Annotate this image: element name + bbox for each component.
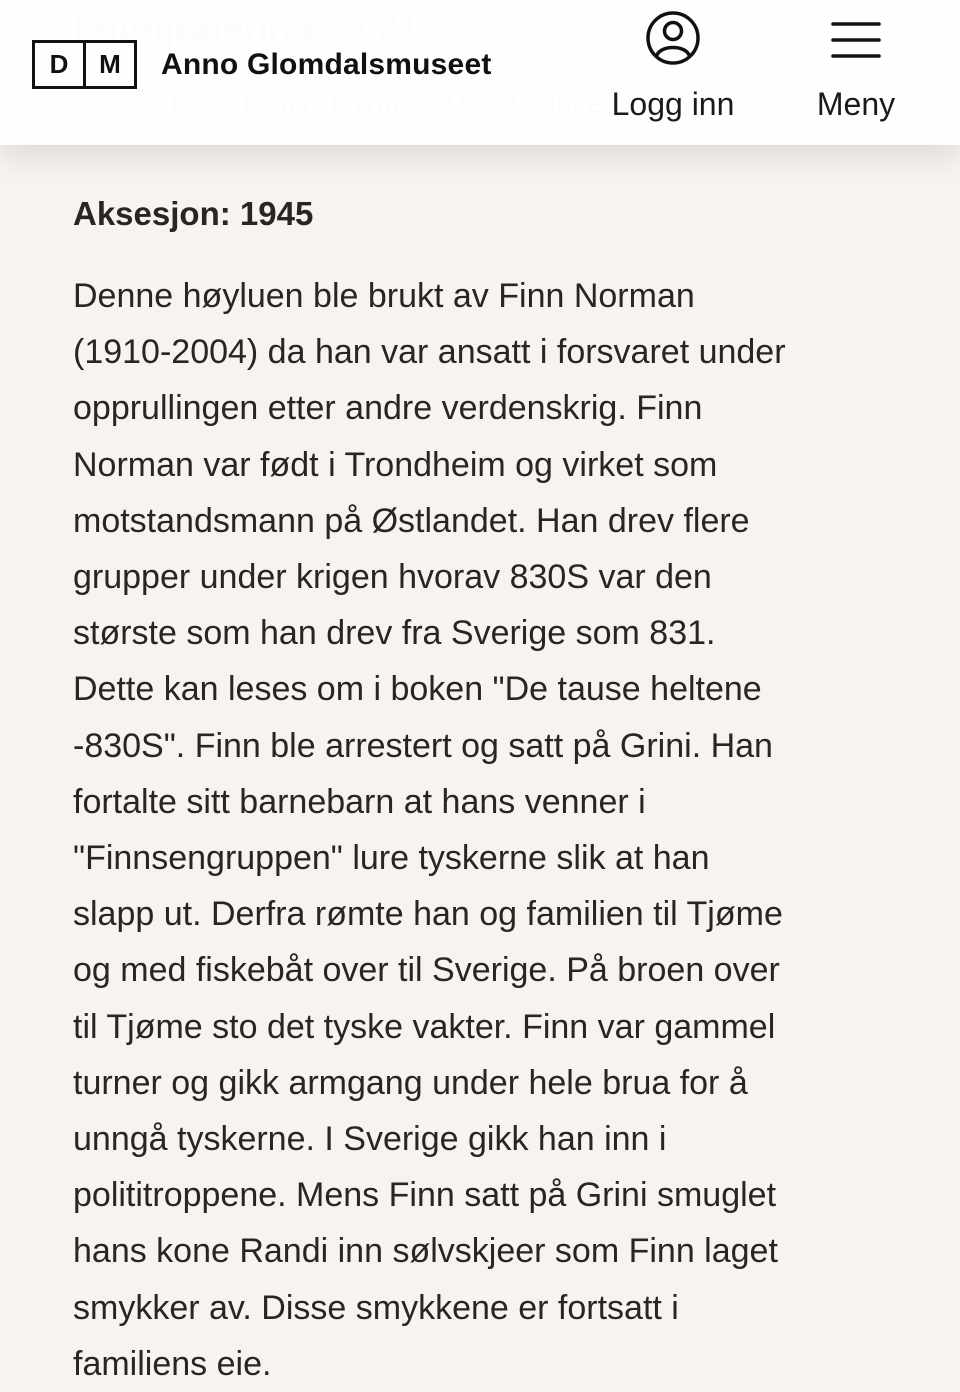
site-name: Anno Glomdalsmuseet xyxy=(161,47,492,81)
menu-label: Meny xyxy=(816,86,896,122)
description-line: (1910-2004) da han var ansatt i forsvaret under xyxy=(73,333,786,372)
menu-button[interactable] xyxy=(800,10,912,135)
site-logo-link[interactable] xyxy=(32,40,492,89)
description-line: polititroppene. Mens Finn satt på Grini smuglet xyxy=(73,1176,777,1215)
description-line: opprullingen etter andre verdenskrig. Finn xyxy=(73,389,703,428)
description-line: -830S". Finn ble arrestert og satt på Grini. Han xyxy=(73,726,773,765)
login-button[interactable] xyxy=(598,10,748,135)
description-line: Denne høyluen ble brukt av Finn Norman xyxy=(73,277,695,315)
description-line: turner og gikk armgang under hele brua for å xyxy=(73,1063,748,1102)
description-line: hans kone Randi inn sølvskjeer som Finn laget xyxy=(73,1232,778,1271)
logo-letter-d: D xyxy=(49,49,69,79)
description-line: motstandsmann på Østlandet. Han drev flere xyxy=(73,501,750,540)
hamburger-menu-icon xyxy=(831,20,881,60)
description-line: og med fiskebåt over til Sverige. På broen over xyxy=(73,951,780,990)
description-line: fortalte sitt barnebarn at hans venner i xyxy=(73,782,646,821)
description-line: smykker av. Disse smykkene er fortsatt i xyxy=(73,1288,679,1327)
description-line: Dette kan leses om i boken "De tause heltene xyxy=(73,670,762,709)
description-line: grupper under krigen hvorav 830S var den xyxy=(73,558,712,597)
description-line: slapp ut. Derfra rømte han og familien til Tjøme xyxy=(73,895,783,934)
user-circle-icon xyxy=(645,10,701,66)
dm-logo-mark xyxy=(32,40,137,89)
description-line: til Tjøme sto det tyske vakter. Finn var gammel xyxy=(73,1007,776,1046)
description-line: største som han drev fra Sverige som 831. xyxy=(73,614,716,653)
logo-letter-m: M xyxy=(83,43,134,86)
description-line: "Finnsengruppen" lure tyskerne slik at han xyxy=(73,839,710,878)
description-line: familiens eie. xyxy=(73,1344,272,1383)
accession-heading: Aksesjon: 1945 xyxy=(73,195,314,232)
login-label: Logg inn xyxy=(611,86,735,122)
object-description xyxy=(73,268,913,1392)
description-line: unngå tyskerne. I Sverige gikk han inn i xyxy=(73,1120,667,1159)
description-line: Norman var født i Trondheim og virket som xyxy=(73,445,718,484)
site-header xyxy=(0,0,960,145)
